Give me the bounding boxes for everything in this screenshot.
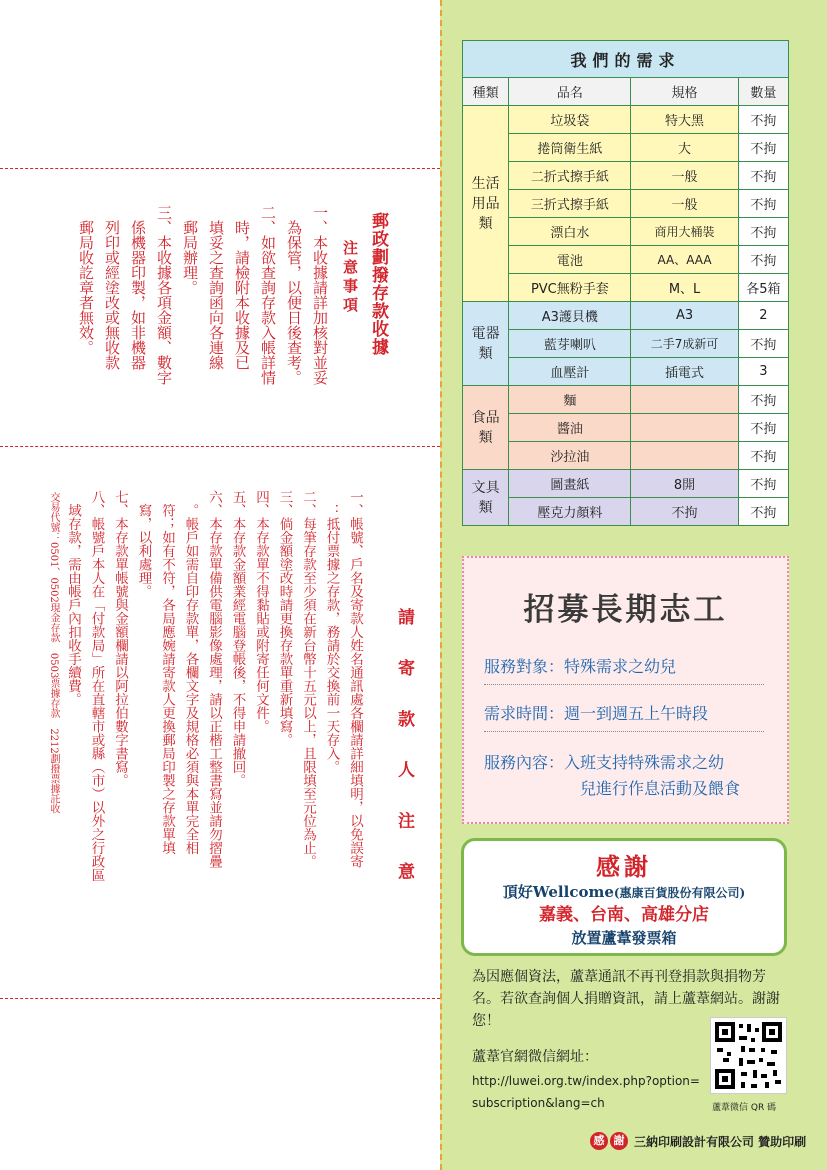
item-spec: 大 xyxy=(631,134,738,162)
category-label: 生活 xyxy=(471,175,500,192)
note-line: 時，請檢附本收據及已 xyxy=(233,205,251,370)
note-line: 係機器印製，如非機器 xyxy=(129,205,147,370)
category-label: 類 xyxy=(478,215,493,232)
wechat-label: 蘆葦官網微信網址： xyxy=(472,1049,598,1065)
qr-caption: 蘆葦微信 QR 碼 xyxy=(712,1103,777,1113)
receipt-subtitle: 注意事項 xyxy=(341,240,359,316)
depositor-title: 請 寄 款 人 注 意 xyxy=(394,608,414,894)
item-spec: AA、AAA xyxy=(631,246,738,274)
item-name: 電池 xyxy=(509,246,631,274)
note-line: 八、帳號戶本人在「付款局」所在直轄市或縣（市）以外之行政區 xyxy=(88,490,105,882)
item-spec xyxy=(631,386,738,414)
volunteer-recruit-box xyxy=(462,556,789,824)
note-line: 為保管，以便日後查考。 xyxy=(285,205,303,385)
item-spec: 插電式 xyxy=(631,358,738,386)
item-qty: 不拘 xyxy=(738,106,788,134)
thanks-action: 放置蘆葦發票箱 xyxy=(571,929,677,947)
item-spec: 一般 xyxy=(631,162,738,190)
needs-table xyxy=(462,40,789,526)
note-line: 填妥之查詢函向各連線 xyxy=(207,205,225,370)
divider xyxy=(484,684,764,685)
trade-codes: 交易代號：0501、0502現金存款 0503票據存款 2212劃撥票據託收 xyxy=(48,492,59,814)
sponsor-line xyxy=(590,1132,806,1150)
item-name: PVC無粉手套 xyxy=(509,274,631,302)
item-spec xyxy=(631,414,738,442)
item-qty: 不拘 xyxy=(738,442,788,470)
item-name: 麵 xyxy=(509,386,631,414)
note-line: 三、本收據各項金額、數字 xyxy=(155,205,173,385)
item-spec: 不拘 xyxy=(631,498,738,526)
item-qty: 不拘 xyxy=(738,246,788,274)
header-item: 品名 xyxy=(509,78,631,106)
url-line-2[interactable]: subscription&lang=ch xyxy=(472,1096,605,1110)
company-full: (惠康百貨股份有限公司) xyxy=(613,886,746,900)
recruit-content-2: 兒進行作息活動及餵食 xyxy=(580,779,741,798)
sponsor-badge: 感 xyxy=(590,1132,608,1150)
needs-title: 我們的需求 xyxy=(463,41,789,78)
note-line: ：抵付票據之存款，務請於交換前一天存入。 xyxy=(323,490,340,774)
item-spec xyxy=(631,442,738,470)
category-label: 用品 xyxy=(471,195,500,212)
item-spec: 商用大桶裝 xyxy=(631,218,738,246)
item-name: 圖畫紙 xyxy=(509,470,631,498)
item-name: 壓克力顏料 xyxy=(509,498,631,526)
item-qty: 不拘 xyxy=(738,330,788,358)
category-label: 電器 xyxy=(471,325,500,342)
privacy-notice: 為因應個資法，蘆葦通訊不再刊登捐款與捐物芳名。若欲查詢個人捐贈資訊，請上蘆葦網站。謝謝您！ xyxy=(472,969,780,1029)
branches: 嘉義、台南、高雄分店 xyxy=(539,905,709,925)
thanks-box xyxy=(461,838,787,956)
item-spec: 特大黑 xyxy=(631,106,738,134)
note-line: 寫，以利處理。 xyxy=(135,490,152,598)
item-name: 血壓計 xyxy=(509,358,631,386)
note-line: 一、帳號、戶名及寄款人姓名通訊處各欄請詳細填明，以免誤寄 xyxy=(347,490,363,868)
cut-line xyxy=(0,446,440,447)
note-line: 三、倘金額塗改時請更換存款單重新填寫。 xyxy=(276,490,293,747)
item-qty: 不拘 xyxy=(738,134,788,162)
item-name: 漂白水 xyxy=(509,218,631,246)
note-line: 。帳戶如需自印存款單，各欄文字及規格必須與本單完全相 xyxy=(182,490,199,855)
item-spec: M、L xyxy=(631,274,738,302)
item-name: 捲筒衛生紙 xyxy=(509,134,631,162)
item-qty: 不拘 xyxy=(738,162,788,190)
recruit-time: 需求時間：週一到週五上午時段 xyxy=(484,704,709,723)
item-qty: 不拘 xyxy=(738,190,788,218)
item-spec: 二手7成新可 xyxy=(631,330,738,358)
item-qty: 不拘 xyxy=(738,414,788,442)
item-qty: 不拘 xyxy=(738,470,788,498)
item-name: 藍芽喇叭 xyxy=(509,330,631,358)
note-line: 郵局收訖章者無效。 xyxy=(77,205,95,355)
header-spec: 規格 xyxy=(631,78,738,106)
item-spec: 8開 xyxy=(631,470,738,498)
category-cell xyxy=(463,386,509,470)
item-name: 沙拉油 xyxy=(509,442,631,470)
divider xyxy=(484,731,764,732)
item-name: A3護貝機 xyxy=(509,302,631,330)
recruit-content: 服務內容：入班支持特殊需求之幼 xyxy=(484,753,725,772)
header-qty: 數量 xyxy=(738,78,788,106)
item-qty: 不拘 xyxy=(738,498,788,526)
category-label: 類 xyxy=(478,345,493,362)
item-name: 二折式擦手紙 xyxy=(509,162,631,190)
recruit-target: 服務對象：特殊需求之幼兒 xyxy=(484,657,677,676)
item-name: 三折式擦手紙 xyxy=(509,190,631,218)
url-line-1[interactable]: http://luwei.org.tw/index.php?option= xyxy=(472,1074,700,1088)
cut-line xyxy=(0,998,440,999)
category-label: 類 xyxy=(478,429,493,446)
note-line: 五、本存款金額業經電腦登帳後，不得申請撤回。 xyxy=(229,490,246,787)
receipt-title: 郵政劃撥存款收據 xyxy=(368,212,388,356)
category-label: 食品 xyxy=(471,409,500,426)
category-cell xyxy=(463,106,509,302)
note-line: 一、本收據請詳加核對並妥 xyxy=(311,205,329,385)
item-qty: 2 xyxy=(738,302,788,330)
item-spec: A3 xyxy=(631,302,738,330)
sponsor-badge: 謝 xyxy=(610,1132,628,1150)
note-line: 七、本存款單帳號與金額欄請以阿拉伯數字書寫。 xyxy=(112,490,128,787)
item-qty: 不拘 xyxy=(738,218,788,246)
sponsor-text: 三納印刷設計有限公司 贊助印刷 xyxy=(634,1134,807,1149)
category-label: 文具 xyxy=(471,479,500,496)
item-qty: 不拘 xyxy=(738,386,788,414)
category-cell xyxy=(463,302,509,386)
cut-line xyxy=(0,168,440,169)
note-line: 二、如欲查詢存款入帳詳情 xyxy=(259,205,277,385)
company-name: 頂好Wellcome xyxy=(502,883,614,901)
note-line: 符；如有不符，各局應婉請寄款人更換郵局印製之存款單填 xyxy=(159,490,175,855)
note-line: 六、本存款單備供電腦影像處理，請以正楷工整書寫並請勿摺疊 xyxy=(206,490,222,868)
header-category: 種類 xyxy=(463,78,509,106)
qr-code-image xyxy=(710,1017,787,1094)
note-line: 域存款，需由帳戶內扣收手續費。 xyxy=(65,490,81,706)
item-qty: 各5箱 xyxy=(738,274,788,302)
item-name: 醬油 xyxy=(509,414,631,442)
note-line: 二、每筆存款至少須在新台幣十五元以上，且限填至元位為止。 xyxy=(300,490,316,868)
note-line: 郵局辦理。 xyxy=(181,205,199,295)
note-line: 列印或經塗改或無收款 xyxy=(103,205,121,370)
category-label: 類 xyxy=(478,499,493,516)
thanks-title: 感謝 xyxy=(596,852,652,881)
item-qty: 3 xyxy=(738,358,788,386)
recruit-title: 招募長期志工 xyxy=(523,592,728,628)
item-spec: 一般 xyxy=(631,190,738,218)
item-name: 垃圾袋 xyxy=(509,106,631,134)
note-line: 四、本存款單不得黏貼或附寄任何文件。 xyxy=(253,490,269,733)
category-cell xyxy=(463,470,509,526)
